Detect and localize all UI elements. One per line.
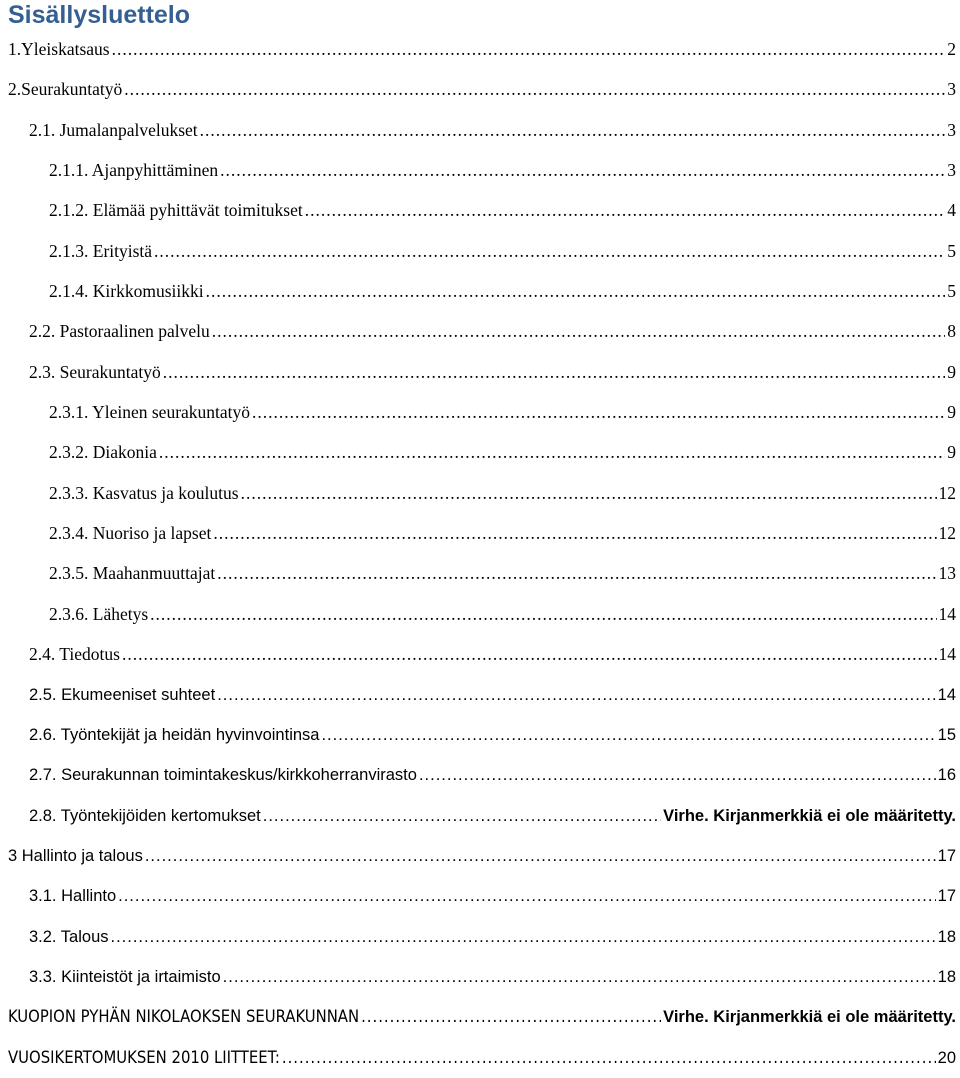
toc-entry-ajanpyhittaminen[interactable] xyxy=(0,150,960,190)
dot-leader xyxy=(150,594,936,634)
dot-leader xyxy=(217,675,935,715)
toc-entry-label: 2.5. Ekumeeniset suhteet xyxy=(29,685,216,704)
toc-entry-nuoriso-ja-lapset[interactable] xyxy=(0,513,960,553)
toc-entry-kirkkomusiikki[interactable] xyxy=(0,271,960,311)
toc-entry-label: 2.1.1. Ajanpyhittäminen xyxy=(49,160,219,181)
toc-entry-label: 3.3. Kiinteistöt ja irtaimisto xyxy=(29,967,221,986)
dot-leader xyxy=(252,392,945,432)
toc-entry-seurakuntatyo-2-3[interactable] xyxy=(0,352,960,392)
toc-entry-page: 3 xyxy=(947,119,956,140)
toc-entry-label: VUOSIKERTOMUKSEN 2010 LIITTEET: xyxy=(8,1047,280,1067)
dot-leader xyxy=(124,69,945,109)
toc-entry-label: 2.4. Tiedotus xyxy=(29,644,120,665)
toc-entry-page-error: Virhe. Kirjanmerkkiä ei ole määritetty. xyxy=(663,1008,956,1027)
toc-entry-label: 2.3.6. Lähetys xyxy=(49,603,149,624)
toc-entry-page: 13 xyxy=(938,563,956,584)
toc-entry-label: 2.3.2. Diakonia xyxy=(49,442,157,463)
dot-leader xyxy=(200,110,946,150)
toc-entry-label: 2.3.5. Maahanmuuttajat xyxy=(49,563,216,584)
dot-leader xyxy=(305,190,946,230)
dot-leader xyxy=(154,231,945,271)
toc-entry-seurakunnan-toimintakeskus[interactable] xyxy=(0,755,960,795)
toc-entry-label: 2.8. Työntekijöiden kertomukset xyxy=(29,806,261,825)
toc-entry-page: 18 xyxy=(937,927,956,946)
toc-entry-page-error: Virhe. Kirjanmerkkiä ei ole määritetty. xyxy=(663,806,956,825)
toc-entry-seurakuntatyo[interactable] xyxy=(0,69,960,109)
toc-entry-label: 2.3.1. Yleinen seurakuntatyö xyxy=(49,402,251,423)
toc-entry-talous[interactable] xyxy=(0,917,960,957)
dot-leader xyxy=(212,311,945,351)
toc-entry-elamaa-pyhittavat-toimitukset[interactable] xyxy=(0,190,960,230)
toc-entry-page: 15 xyxy=(937,725,956,744)
dot-leader xyxy=(361,997,661,1037)
toc-entry-yleiskatsaus[interactable] xyxy=(0,29,960,69)
toc-entry-label: 2.1. Jumalanpalvelukset xyxy=(29,119,198,140)
toc-entry-pastoraalinen-palvelu[interactable] xyxy=(0,311,960,351)
toc-entry-label: 2.6. Työntekijät ja heidän hyvinvointinsa xyxy=(29,725,320,744)
dot-leader xyxy=(112,29,946,69)
toc-entry-label: 2.1.4. Kirkkomusiikki xyxy=(49,281,204,302)
toc-entry-label: 2.3.4. Nuoriso ja lapset xyxy=(49,523,212,544)
toc-entry-tyontekijat-ja-heidan-hyvinvointinsa[interactable] xyxy=(0,715,960,755)
dot-leader xyxy=(263,796,661,836)
toc-entry-page: 17 xyxy=(937,887,956,906)
toc-entry-page: 9 xyxy=(947,442,956,463)
dot-leader xyxy=(217,553,936,593)
toc-entry-page: 20 xyxy=(937,1048,956,1067)
toc-title: Sisällysluettelo xyxy=(8,1,191,29)
dot-leader xyxy=(321,715,935,755)
toc-entry-page: 8 xyxy=(947,321,956,342)
toc-entry-page: 14 xyxy=(938,603,956,624)
toc-entry-page: 17 xyxy=(937,846,956,865)
toc-entry-page: 3 xyxy=(947,160,956,181)
toc-entry-page: 14 xyxy=(937,685,956,704)
dot-leader xyxy=(118,876,936,916)
dot-leader xyxy=(241,473,937,513)
toc-entry-kiinteistot-ja-irtaimisto[interactable] xyxy=(0,957,960,997)
toc-entry-yleinen-seurakuntatyo[interactable] xyxy=(0,392,960,432)
toc-entry-page: 4 xyxy=(947,200,956,221)
toc-entry-diakonia[interactable] xyxy=(0,432,960,472)
toc-entry-label: 2.Seurakuntatyö xyxy=(8,79,123,100)
toc-entry-lahetys[interactable] xyxy=(0,594,960,634)
toc-entry-page: 12 xyxy=(938,482,956,503)
toc-entry-ekumeeniset-suhteet[interactable] xyxy=(0,675,960,715)
toc-entry-page: 16 xyxy=(937,766,956,785)
toc-entry-page: 3 xyxy=(947,79,956,100)
dot-leader xyxy=(163,352,946,392)
toc-entry-page: 12 xyxy=(938,523,956,544)
toc-entry-vuosikertomuksen-liitteet[interactable] xyxy=(0,1038,960,1078)
toc-entry-label: 2.2. Pastoraalinen palvelu xyxy=(29,321,210,342)
toc-entry-kasvatus-ja-koulutus[interactable] xyxy=(0,473,960,513)
toc-entry-label: 1.Yleiskatsaus xyxy=(8,39,110,59)
dot-leader xyxy=(145,836,936,876)
toc-entry-label: 3.1. Hallinto xyxy=(29,887,117,906)
toc-list xyxy=(0,29,960,1078)
dot-leader xyxy=(111,917,936,957)
toc-entry-hallinto-ja-talous[interactable] xyxy=(0,836,960,876)
toc-entry-kuopion-pyhan-nikolaoksen-seurakunnan[interactable] xyxy=(0,997,960,1037)
toc-entry-page: 2 xyxy=(947,39,956,59)
toc-entry-label: 3 Hallinto ja talous xyxy=(8,846,143,865)
dot-leader xyxy=(419,755,936,795)
toc-entry-label: 3.2. Talous xyxy=(29,927,109,946)
toc-entry-hallinto[interactable] xyxy=(0,876,960,916)
toc-entry-maahanmuuttajat[interactable] xyxy=(0,553,960,593)
dot-leader xyxy=(220,150,945,190)
toc-entry-page: 5 xyxy=(947,240,956,261)
toc-entry-page: 9 xyxy=(947,402,956,423)
toc-entry-page: 9 xyxy=(947,361,956,382)
dot-leader xyxy=(282,1038,936,1078)
dot-leader xyxy=(159,432,945,472)
toc-entry-label: 2.1.3. Erityistä xyxy=(49,240,153,261)
toc-entry-label: 2.3.3. Kasvatus ja koulutus xyxy=(49,482,239,503)
dot-leader xyxy=(223,957,936,997)
toc-entry-tyontekijoiden-kertomukset[interactable] xyxy=(0,796,960,836)
toc-entry-erityista[interactable] xyxy=(0,231,960,271)
toc-entry-label: 2.3. Seurakuntatyö xyxy=(29,361,161,382)
toc-entry-page: 5 xyxy=(947,281,956,302)
dot-leader xyxy=(206,271,946,311)
toc-entry-label: 2.1.2. Elämää pyhittävät toimitukset xyxy=(49,200,303,221)
toc-entry-page: 14 xyxy=(938,644,956,665)
toc-entry-jumalanpalvelukset[interactable] xyxy=(0,110,960,150)
toc-entry-label: KUOPION PYHÄN NIKOLAOKSEN SEURAKUNNAN xyxy=(8,1007,360,1027)
toc-entry-tiedotus[interactable] xyxy=(0,634,960,674)
toc-entry-label: 2.7. Seurakunnan toimintakeskus/kirkkoherranvirasto xyxy=(29,766,417,785)
dot-leader xyxy=(213,513,936,553)
toc-entry-page: 18 xyxy=(937,967,956,986)
dot-leader xyxy=(122,634,937,674)
